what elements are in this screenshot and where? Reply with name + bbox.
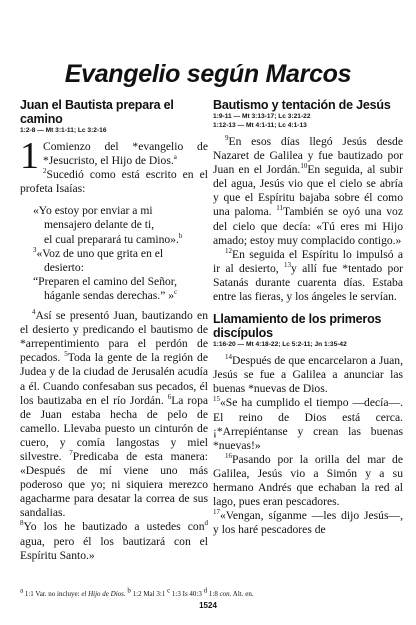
verse-number: 9 xyxy=(225,134,229,143)
verse-paragraph: $^4$Así se presentó Juan, bautizando en el desierto y predicando el bautismo de *arrepentimiento para el perdón de pecados. $^5$Toda la gente de la región de Judea y de la ciudad de Jerusalén acudía a él. Cuando confesaban sus pecados, él los bautizaba en el río Jordán. $^6$La ropa de Juan estaba hecha de pelo de camello. Llevaba puesto un cinturón de cuero, y comía langostas y miel silvestre. $^7$Predicaba de esta manera: «Después de mí viene uno más poderoso que yo; ni siquiera merezco agacharme para desatar la correa de sus sandalias. $^8$Yo los he bautizado a ustedes con$^d$ agua, pero él los bautizará con el Espíritu Santo.» xyxy=(20,308,209,562)
parallel-references: 1:12-13 — Mt 4:1-11; Lc 4:1-13 xyxy=(213,122,307,129)
section-heading: Llamamiento de los primeros discípulos xyxy=(213,312,382,341)
parallel-references: 1:2-8 — Mt 3:1-11; Lc 3:2-16 xyxy=(20,127,107,134)
chapter-number: 1 xyxy=(20,135,39,177)
verse-number: 15 xyxy=(213,395,220,404)
footnote-marker: d xyxy=(204,519,208,528)
footnote-marker: b xyxy=(178,231,183,240)
verse-text: Comienzo del *evangelio de *Jesucristo, el Hijo de Dios. xyxy=(43,140,208,168)
parallel-references: 1:16-20 — Mt 4:18-22; Lc 5:2-11; Jn 1:35-42 xyxy=(213,341,347,349)
quote-line: $^3$«Voz de uno que grita en el xyxy=(33,245,164,260)
footnote-marker: a xyxy=(173,153,177,162)
verse-number: 12 xyxy=(225,246,232,255)
verse-number: 4 xyxy=(32,308,36,317)
section-heading: Juan el Bautista prepara el camino xyxy=(20,98,174,126)
verse-number: 11 xyxy=(276,204,284,213)
left-column xyxy=(20,98,208,563)
verse-paragraph xyxy=(20,135,208,196)
parallel-references: 1:9-11 — Mt 3:13-17; Lc 3:21-22 xyxy=(213,113,311,120)
verse-number: 3 xyxy=(33,245,37,254)
verse-number: 10 xyxy=(300,162,308,171)
verse-paragraph: $^{12}$En seguida el Espíritu lo impulsó a ir al desierto, $^{13}$y allí fue *tentado por Satanás durante cuarenta días. Estaba entre las fieras, y los ángeles le servían. xyxy=(213,246,403,304)
quote-line: «Yo estoy por enviar a mi xyxy=(33,204,153,218)
quote-line: háganle sendas derechas.” »$^c$ xyxy=(44,288,178,302)
book-title: Evangelio según Marcos xyxy=(64,60,352,88)
quote-line: mensajero delante de ti, xyxy=(44,218,155,232)
verse-number: 6 xyxy=(167,392,172,401)
footnote-marker: d xyxy=(203,586,208,595)
quote-line: desierto: xyxy=(44,260,84,274)
verse-number: 7 xyxy=(69,449,73,458)
verse-number: 17 xyxy=(213,508,220,517)
verse-number: 14 xyxy=(225,353,232,362)
verse-paragraph: $^{16}$Pasando por la orilla del mar de Galilea, Jesús vio a Simón y a su hermano Andrés que echaban la red al lago, pues eran pescadores. $^{17}$«Vengan, síganme —les dijo Jesús—, y los haré pescadores de xyxy=(213,451,403,537)
verse-number: 5 xyxy=(64,350,68,359)
page-number: 1524 xyxy=(199,601,217,610)
footnote-marker: b xyxy=(127,586,131,595)
quotation-block xyxy=(20,204,208,303)
verse-paragraph: $^{14}$Después de que encarcelaron a Juan, Jesús se fue a Galilea a anunciar las buenas *nuevas de Dios. $^{15}$«Se ha cumplido el tiempo —decía—. El reino de Dios está cerca. ¡*Arrepiéntanse y crean las buenas *nuevas!» xyxy=(213,353,403,452)
verse-paragraph: $^9$En esos días llegó Jesús desde Nazaret de Galilea y fue bautizado por Juan en el Jordán.$^{10}$En seguida, al subir del agua, Jesús vio que el cielo se abría y que el Espíritu bajaba sobre él como una paloma. $^{11}$También se oyó una voz del cielo que decía: «Tú eres mi Hijo amado; estoy muy complacido contigo.» xyxy=(213,134,403,247)
verse-number: 8 xyxy=(20,519,24,528)
quote-line: el cual preparará tu camino».$^b$ xyxy=(44,231,183,246)
section-heading: Bautismo y tentación de Jesús xyxy=(213,98,391,112)
right-column xyxy=(213,98,403,537)
verse-number: 2 xyxy=(43,167,47,176)
quote-line: “Preparen el camino del Señor, xyxy=(33,274,178,288)
verse-number: 13 xyxy=(283,260,291,269)
footnotes: $^a$ 1:1 Var. no incluye: el Hijo de Dios. $^b$ 1:2 Mal 3:1 $^c$ 1:3 Is 40:3 $^d$ 1:8 con. Alt. en. xyxy=(20,586,254,598)
footnote-marker: a xyxy=(20,586,24,595)
verse-number: 16 xyxy=(225,451,232,460)
verse-text: Sucedió como está escrito en el profeta Isaías: xyxy=(20,168,208,196)
footnote-marker: c xyxy=(174,288,178,297)
footnote-marker: c xyxy=(167,586,171,595)
